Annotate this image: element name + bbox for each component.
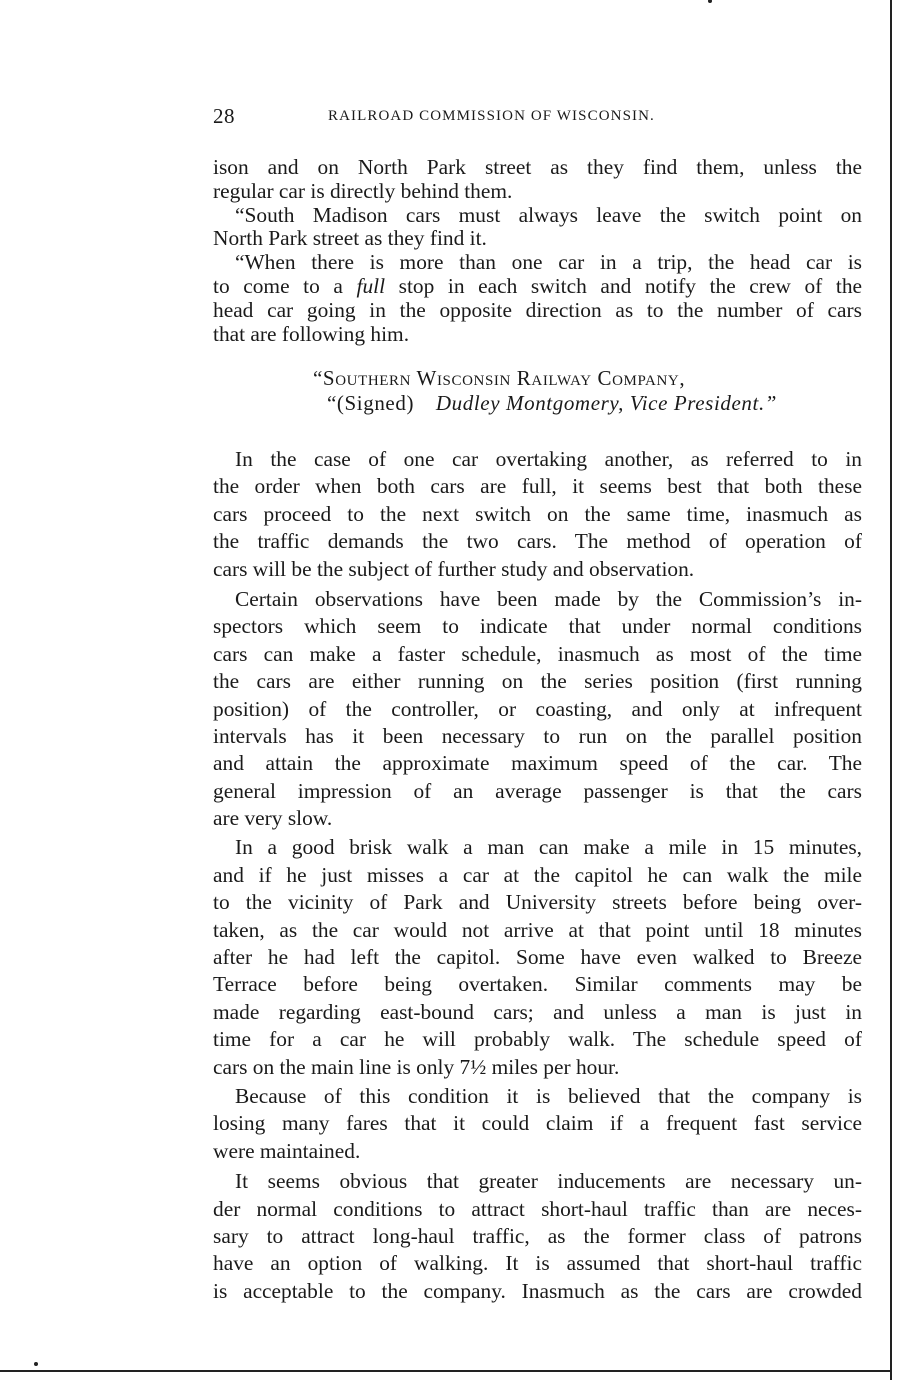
text-line: Because of this condition it is believed that the company is [235, 1083, 862, 1108]
text-line: It seems obvious that greater inducements are necessary un- [235, 1169, 862, 1194]
body-text [213, 446, 862, 1305]
scan-speck [34, 1362, 38, 1366]
text-line: and attain the approximate maximum speed of the car. The [213, 751, 862, 776]
text-line: have an option of walking. It is assumed that short-haul traffic [213, 1251, 862, 1276]
text-line: losing many fares that it could claim if a frequent fast service [213, 1111, 862, 1136]
text-line: the traffic demands the two cars. The method of operation of [213, 529, 862, 554]
text-line: spectors which seem to indicate that under normal conditions [213, 614, 862, 639]
signature-company [313, 366, 685, 391]
text-line: to the vicinity of Park and University streets before being over- [213, 890, 862, 915]
text-line: cars will be the subject of further study and observation. [213, 556, 695, 581]
text-line: regular car is directly behind them. [213, 178, 513, 203]
quoted-order-text [213, 156, 862, 346]
text-line: sary to attract long-haul traffic, as the former class of patrons [213, 1223, 862, 1248]
emphasis: full [356, 273, 386, 298]
text-line: the order when both cars are full, it seems best that both these [213, 474, 862, 499]
page-number: 28 [213, 104, 235, 128]
text-line: general impression of an average passenger is that the cars [213, 778, 862, 803]
text-line: head car going in the opposite direction as to the number of cars [213, 297, 862, 322]
page-header [213, 104, 863, 130]
page-right-border [890, 0, 892, 1380]
text-line: time for a car he will probably walk. The schedule speed of [213, 1027, 862, 1052]
text-line: “South Madison cars must always leave the switch point on [235, 202, 862, 227]
text-line: after he had left the capitol. Some have even walked to Breeze [213, 945, 862, 970]
text-line: cars proceed to the next switch on the same time, inasmuch as [213, 501, 862, 526]
page-bottom-border [0, 1370, 892, 1372]
text-line: and if he just misses a car at the capitol he can walk the mile [213, 862, 862, 887]
text-line: the cars are either running on the series position (first running [213, 669, 862, 694]
text-line: is acceptable to the company. Inasmuch as the cars are crowded [213, 1278, 862, 1303]
scan-speck [708, 0, 712, 3]
signature-signed [327, 391, 777, 416]
text-line: made regarding east-bound cars; and unless a man is just in [213, 999, 862, 1024]
text-line: cars on the main line is only 7½ miles per hour. [213, 1054, 620, 1079]
text-line: In the case of one car overtaking another, as referred to in [235, 447, 862, 471]
text-line: der normal conditions to attract short-haul traffic than are neces- [213, 1196, 862, 1221]
text-line: taken, as the car would not arrive at that point until 18 minutes [213, 917, 862, 942]
text-line: ison and on North Park street as they find them, unless the [213, 155, 862, 179]
text-line: were maintained. [213, 1138, 361, 1163]
signature-company-text: “Southern Wisconsin Railway Company, [313, 366, 686, 390]
signer-name: Dudley Montgomery, Vice President.” [435, 391, 778, 415]
text-line: intervals has it been necessary to run on the parallel position [213, 723, 862, 748]
text-line: Certain observations have been made by the Commission’s in- [235, 586, 862, 611]
text-line: In a good brisk walk a man can make a mile in 15 minutes, [235, 835, 862, 860]
text-line: “When there is more than one car in a trip, the head car is [235, 250, 862, 275]
text-line: are very slow. [213, 806, 333, 831]
text-line: North Park street as they find it. [213, 226, 487, 251]
text-line: position) of the controller, or coasting, and only at infrequent [213, 696, 862, 721]
running-title: RAILROAD COMMISSION OF WISCONSIN. [328, 108, 655, 124]
text-line: Terrace before being overtaken. Similar comments may be [213, 972, 862, 997]
text-line: to come to a full stop in each switch and notify the crew of the [213, 273, 863, 298]
signed-label: “(Signed) [327, 391, 415, 415]
text-line: that are following him. [213, 321, 410, 346]
text-line: cars can make a faster schedule, inasmuch as most of the time [213, 641, 862, 666]
